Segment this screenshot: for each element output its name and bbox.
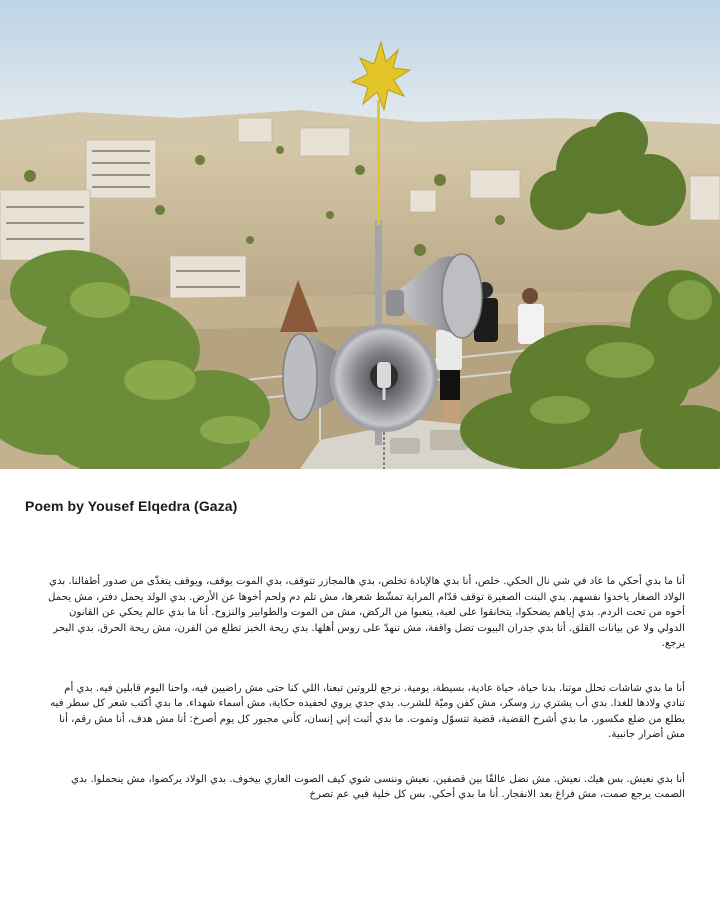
page-title: Poem by Yousef Elqedra (Gaza) — [25, 498, 238, 514]
poem-body — [40, 574, 685, 832]
poem-stanza: أنا ما بدي شاشات تحلل موتنا. بدنا حياة، حياة عادية، بسيطة، يومية. نرجع للروتين تبعنا، اللي كنا حتى مش راضيين فيه، واحنا اليوم قابلين فيه. بدي أم تنادي ولادها للغدا. بدي أب يشتري رز وسكر، مش كفن وميّة للشرب. بدي جدي يروي لحفيده حكاية، مش أسماء شهداء. ما بدي أكتب شعر كل سطر فيه يطلع من ضلع مكسور. ما بدي أشرح القضية، قضية تتسوّل وتموت. ما بدي أثبت إني إنسان، كأني مجبور كل يوم أصرخ: أنا مش هدف، أنا مش رقم، أنا مش أضرار جانبية. — [50, 682, 685, 740]
poem-stanza: أنا ما بدي أحكي ما عاد في شي نال الحكي. خلص، أنا بدي هالإبادة تخلص، بدي هالمجازر تتوقف، بدي الموت يوقف، ويوقف يتغذّى من صدور أطفالنا. بدي الولاد الصغار ياخدوا نفسهم. بدي البنت الصغيرة توقف قدّام المراية تمشّط شعرها، مش تلم دم ولحم أخوها عن الأرض. بدي الولد يحمل دفتر، مش يحمل أخوه من تحت الردم. بدي إياهم يضحكوا، يتخانقوا على لعبة، يتعبوا من الركض، مش من الموت والطوابير والنزوح. أنا ما بدي عالم يحكي عن القانون الدولي ولا عن بيانات القلق. أنا بدي جدران البيوت تضل واقفة، مش تنهدّ على روس أهلها. بدي ريحة الخبز تطلع من الفرن، مش ريحة الحرق. بدي البحر يرجع. — [48, 576, 685, 649]
poem-stanza: أنا بدي نعيش. بس هيك. نعيش. مش نضل عالقًا بين قصفين. نعيش وننسى شوي كيف الصوت العاري بيخوف. بدي الولاد يركضوا، مش ينحملوا. بدي الصمت يرجع صمت، مش فراغ بعد الانفجار. أنا ما بدي أحكي. بس كل خلية فيي عم تصرخ — [71, 773, 685, 800]
